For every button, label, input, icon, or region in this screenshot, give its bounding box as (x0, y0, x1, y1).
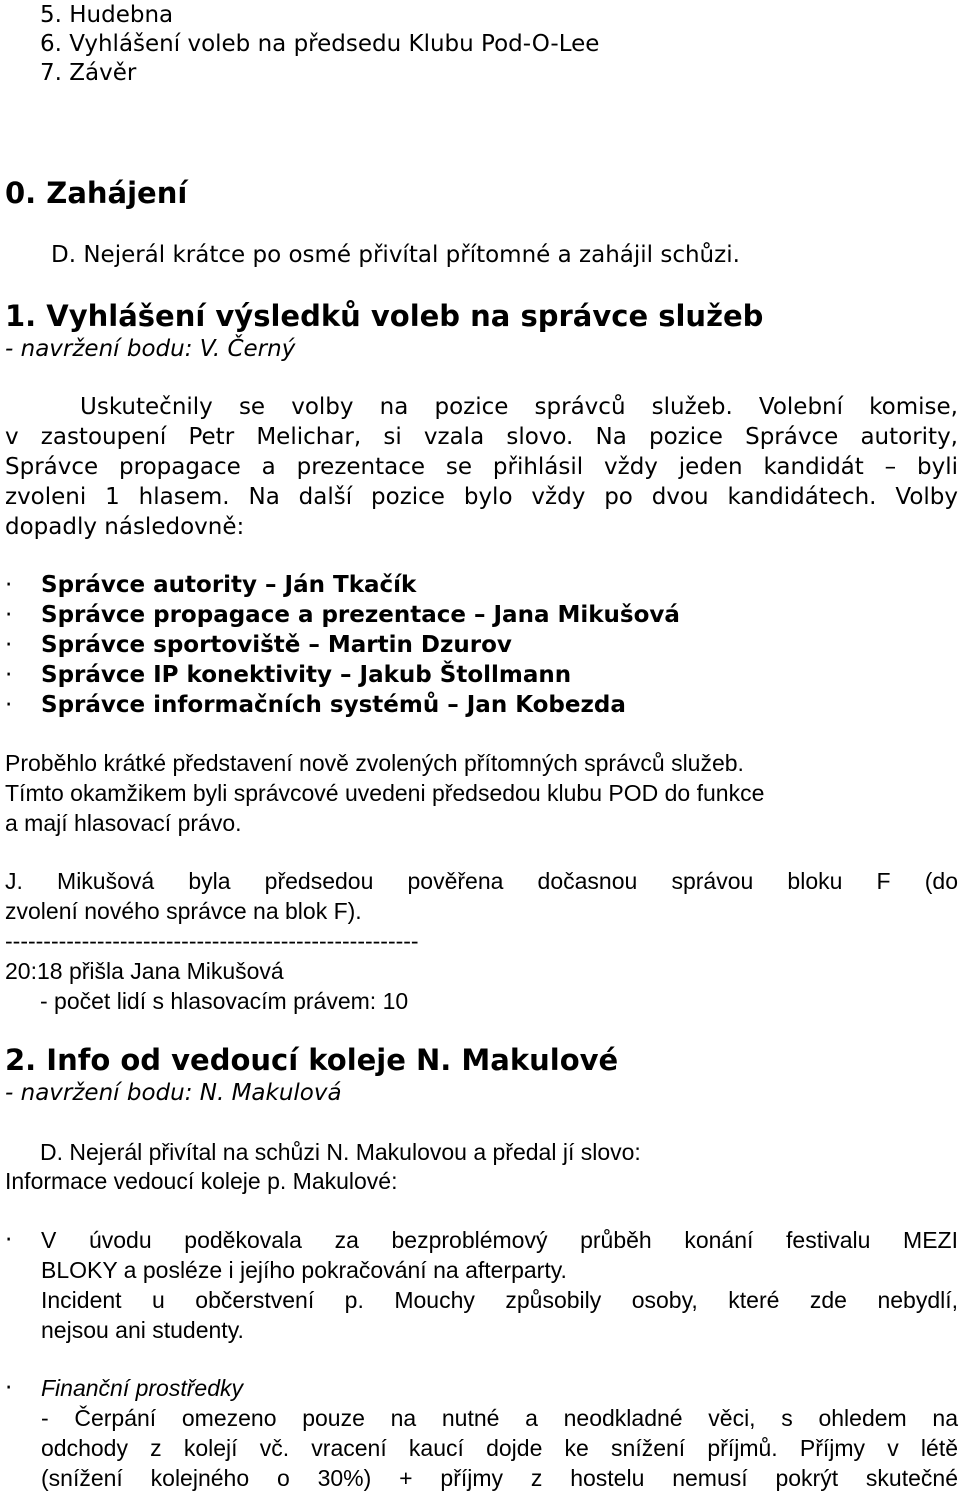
bullet: · (5, 602, 13, 628)
separator: ------------------------------------------------------ (5, 928, 419, 954)
note-line: J. Mikušová byla předsedou pověřena dočasnou správou bloku F (do (5, 868, 958, 894)
after-line: Proběhlo krátké představení nově zvolených přítomných správců služeb. (5, 750, 744, 776)
section-1-para-line: dopadly následovně: (5, 514, 245, 540)
section-1-para-line: Správce propagace a prezentace se přihlásil vždy jeden kandidát – byli (5, 454, 958, 480)
bullet: · (5, 1375, 13, 1401)
section-0-heading: 0. Zahájení (5, 176, 188, 210)
section-1-proposer: - navržení bodu: V. Černý (5, 336, 296, 362)
result-item: Správce IP konektivity – Jakub Štollmann (41, 662, 572, 688)
after-line: a mají hlasovací právo. (5, 810, 242, 836)
bullet: · (5, 632, 13, 658)
arrival-note: 20:18 přišla Jana Mikušová (5, 958, 284, 984)
section-2-intro: D. Nejerál přivítal na schůzi N. Makulovou a předal jí slovo: (40, 1139, 641, 1165)
agenda-item-5: 5. Hudebna (40, 2, 174, 28)
result-item: Správce sportoviště – Martin Dzurov (41, 632, 512, 658)
bullet: · (5, 662, 13, 688)
after-line: Tímto okamžikem byli správcové uvedeni předsedou klubu POD do funkce (5, 780, 765, 806)
info-title: Informace vedoucí koleje p. Makulové: (5, 1168, 398, 1194)
agenda-item-7: 7. Závěr (40, 60, 137, 86)
agenda-item-6: 6. Vyhlášení voleb na předsedu Klubu Pod-O-Lee (40, 31, 600, 57)
finance-line: odchody z kolejí vč. vracení kaucí dojde ke snížení příjmů. Příjmy v létě (41, 1435, 958, 1461)
section-2-proposer: - navržení bodu: N. Makulová (5, 1080, 342, 1106)
finance-line: (snížení kolejného o 30%) + příjmy z hostelu nemusí pokrýt skutečné (41, 1465, 958, 1491)
bullet: · (5, 1227, 13, 1253)
section-1-para-line: v zastoupení Petr Melichar, si vzala slovo. Na pozice Správce autority, (5, 424, 958, 450)
section-2-heading: 2. Info od vedoucí koleje N. Makulové (5, 1043, 619, 1077)
finance-title: Finanční prostředky (41, 1375, 243, 1401)
info-line: Incident u občerstvení p. Mouchy způsobily osoby, které zde nebydlí, (41, 1287, 958, 1313)
section-1-heading: 1. Vyhlášení výsledků voleb na správce služeb (5, 299, 764, 333)
voter-count: - počet lidí s hlasovacím právem: 10 (40, 988, 409, 1014)
bullet: · (5, 572, 13, 598)
result-item: Správce propagace a prezentace – Jana Mikušová (41, 602, 680, 628)
info-line: V úvodu poděkovala za bezproblémový průběh konání festivalu MEZI (41, 1227, 958, 1253)
section-1-para-line: Uskutečnily se volby na pozice správců služeb. Volební komise, (80, 394, 958, 420)
info-line: nejsou ani studenty. (41, 1317, 244, 1343)
note-line: zvolení nového správce na blok F). (5, 898, 362, 924)
result-item: Správce informačních systémů – Jan Kobezda (41, 692, 626, 718)
bullet: · (5, 692, 13, 718)
info-line: BLOKY a posléze i jejího pokračování na afterparty. (41, 1257, 567, 1283)
section-1-para-line: zvoleni 1 hlasem. Na další pozice bylo vždy po dvou kandidátech. Volby (5, 484, 958, 510)
finance-line: - Čerpání omezeno pouze na nutné a neodkladné věci, s ohledem na (41, 1405, 958, 1431)
result-item: Správce autority – Ján Tkačík (41, 572, 417, 598)
section-0-text: D. Nejerál krátce po osmé přivítal přítomné a zahájil schůzi. (51, 242, 740, 268)
